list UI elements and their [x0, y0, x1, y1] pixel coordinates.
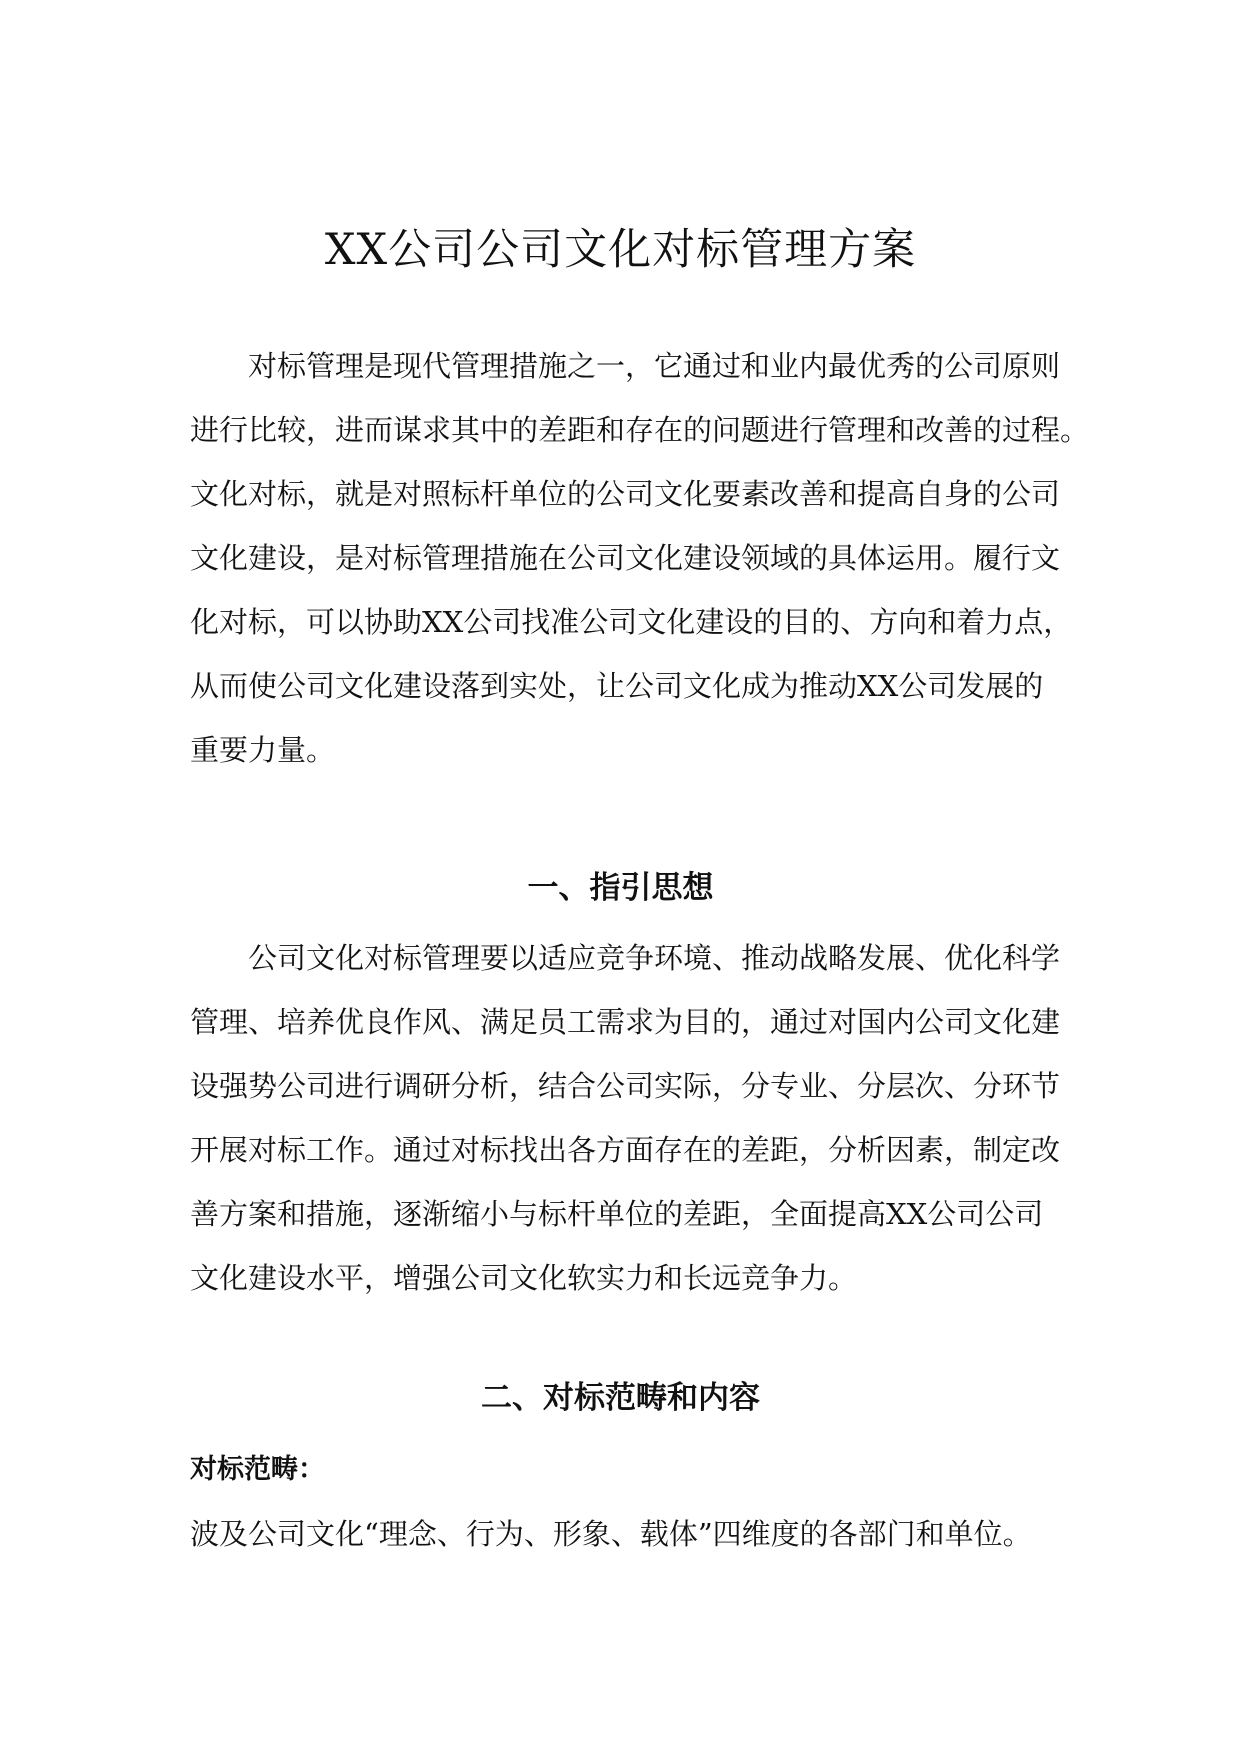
paragraph-line: 文化对标，就是对照标杆单位的公司文化要素改善和提高自身的公司	[190, 477, 1061, 511]
paragraph-line: 波及公司文化“理念、行为、形象、载体”四维度的各部门和单位。	[190, 1517, 1032, 1551]
subheading-scope: 对标范畴：	[190, 1454, 325, 1485]
section-heading-guiding-thought: 一、指引思想	[527, 870, 714, 906]
paragraph-line: 化对标，可以协助XX公司找准公司文化建设的目的、方向和着力点，	[190, 605, 1073, 639]
intro-paragraph	[190, 334, 1090, 782]
paragraph-line: 对标管理是现代管理措施之一，它通过和业内最优秀的公司原则	[248, 349, 1061, 383]
paragraph-line: 从而使公司文化建设落到实处，让公司文化成为推动XX公司发展的	[190, 669, 1044, 703]
paragraph-line: 管理、培养优良作风、满足员工需求为目的，通过对国内公司文化建	[190, 1005, 1061, 1039]
section-heading-scope-content: 二、对标范畴和内容	[481, 1380, 760, 1416]
paragraph-line: 设强势公司进行调研分析，结合公司实际，分专业、分层次、分环节	[190, 1069, 1061, 1103]
paragraph-line: 公司文化对标管理要以适应竞争环境、推动战略发展、优化科学	[248, 941, 1061, 975]
paragraph-line: 文化建设水平，增强公司文化软实力和长远竞争力。	[190, 1261, 858, 1295]
paragraph-line: 善方案和措施，逐渐缩小与标杆单位的差距，全面提高XX公司公司	[190, 1197, 1044, 1231]
paragraph-line: 文化建设，是对标管理措施在公司文化建设领域的具体运用。履行文	[190, 541, 1061, 575]
guiding-thought-paragraph	[190, 926, 1060, 1310]
paragraph-line: 进行比较，进而谋求其中的差距和存在的问题进行管理和改善的过程。	[190, 413, 1090, 447]
scope-paragraph	[190, 1502, 1060, 1566]
paragraph-line: 开展对标工作。通过对标找出各方面存在的差距，分析因素，制定改	[190, 1133, 1061, 1167]
paragraph-line: 重要力量。	[190, 733, 336, 767]
document-title: XX公司公司文化对标管理方案	[324, 225, 917, 275]
